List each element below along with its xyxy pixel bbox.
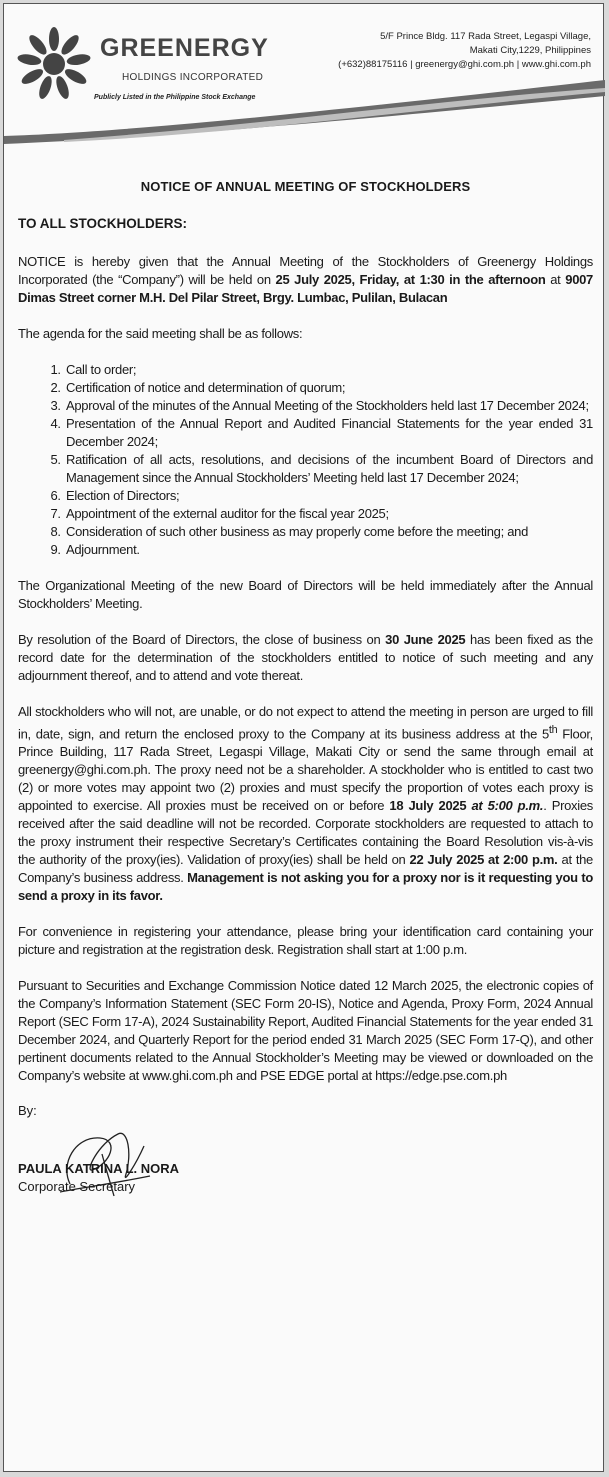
- signature-block: [18, 1118, 593, 1208]
- text: NOTICE is hereby given that the Annual Meeting of the Stockholders of Greenergy Holdings Incorporated (the “Company”) will be held on: [18, 254, 593, 287]
- record-date-paragraph: [18, 631, 593, 685]
- proxy-deadline-time: at 5:00 p.m.: [471, 798, 544, 814]
- proxy-paragraph: [18, 703, 593, 905]
- text: . Proxies received after the said deadline will not be recorded. Corporate stockholders are requested to attach to the proxy instrument their respective Secretary’s Certificates containing the Board Resolution vis-à-vis the authority of the proxy(ies). Validation of proxy(ies) shall be held on: [18, 798, 593, 868]
- record-date: 30 June 2025: [385, 632, 466, 647]
- text: at the Company’s business address.: [18, 852, 593, 886]
- registration-paragraph: For convenience in registering your attendance, please bring your identification card containing your picture and registration at the registration desk. Registration shall start at 1:00 p.m.: [18, 924, 593, 958]
- agenda-item: 1. Call to order;: [64, 361, 593, 379]
- text: Floor, Prince Building, 117 Rada Street, Legaspi Village, Makati City or send the same through email at greenergy@ghi.com.ph. The proxy need not be a shareholder. A stockholder who is entitled to cast two (2) or more votes may appoint two (2) proxies and must specify the proportion of votes each proxy is appointed to exercise. All proxies must be received on or before: [18, 726, 593, 814]
- header-swoosh: [4, 74, 605, 144]
- meeting-notice-paragraph: [18, 253, 593, 307]
- agenda-item: 3. Approval of the minutes of the Annual Meeting of the Stockholders held last 17 December 2024;: [64, 397, 593, 415]
- agenda-list: [18, 361, 593, 559]
- by-label: By:: [18, 1103, 37, 1119]
- meeting-date: 25 July 2025, Friday, at 1:30 in the afternoon: [275, 272, 546, 287]
- signatory-title: Corporate Secretary: [18, 1179, 136, 1195]
- notice-body: [18, 179, 593, 1208]
- salutation: TO ALL STOCKHOLDERS:: [18, 216, 188, 231]
- agenda-item: 8. Consideration of such other business as may properly come before the meeting; and: [64, 523, 593, 541]
- sun-leaf-logo: [14, 22, 94, 102]
- validation-date: 22 July 2025 at 2:00 p.m.: [409, 852, 558, 868]
- contact-line: (+632)88175116 | greenergy@ghi.com.ph | www.ghi.com.ph: [338, 59, 591, 70]
- sec-notice-paragraph: Pursuant to Securities and Exchange Commission Notice dated 12 March 2025, the electronic copies of the Company’s Information Statement (SEC Form 20-IS), Notice and Agenda, Proxy Form, 2024 Annual Report (SEC Form 17-A), 2024 Sustainability Report, Audited Financial Statements for the year ended 31 December 2024, and Quarterly Report for the period ended 31 March 2025 (SEC Form 17-Q), and other pertinent documents related to the Annual Stockholder’s Meeting may be viewed or downloaded on the Company’s website at www.ghi.com.ph and PSE EDGE portal at https://edge.pse.com.ph: [18, 978, 593, 1084]
- notice-title: NOTICE OF ANNUAL MEETING OF STOCKHOLDERS: [140, 179, 471, 194]
- management-statement: Management is not asking you for a proxy nor is it requesting you to send a proxy in its favor.: [18, 870, 593, 904]
- agenda-item: 9. Adjournment.: [64, 541, 593, 559]
- agenda-intro: The agenda for the said meeting shall be as follows:: [18, 326, 303, 341]
- company-subtitle: HOLDINGS INCORPORATED: [122, 72, 264, 83]
- organizational-meeting-paragraph: The Organizational Meeting of the new Board of Directors will be held immediately after the Annual Stockholders’ Meeting.: [18, 578, 593, 611]
- agenda-item: 2. Certification of notice and determination of quorum;: [64, 379, 593, 397]
- text: has been fixed as the record date for the determination of the stockholders entitled to notice of such meeting and any adjournment thereof, and to attend and vote thereat.: [18, 632, 593, 683]
- agenda-item: 4. Presentation of the Annual Report and Audited Financial Statements for the year ended 31 December 2024;: [64, 415, 593, 451]
- company-name: GREENERGY: [100, 34, 269, 62]
- text: By resolution of the Board of Directors, the close of business on: [18, 632, 386, 647]
- letterhead: [4, 4, 605, 144]
- agenda-item: 6. Election of Directors;: [64, 487, 593, 505]
- company-tagline: Publicly Listed in the Philippine Stock Exchange: [94, 94, 256, 101]
- superscript: th: [548, 724, 558, 736]
- text: All stockholders who will not, are unable, or do not expect to attend the meeting in person are urged to fill in, date, sign, and return the enclosed proxy to the Company at its business address at the 5: [18, 704, 593, 742]
- newspaper-notice: [3, 3, 604, 1472]
- agenda-item: 5. Ratification of all acts, resolutions, and decisions of the incumbent Board of Directors and Management since the Annual Stockholders’ Meeting held last 17 December 2024;: [64, 451, 593, 487]
- address-line: Makati City,1229, Philippines: [469, 45, 591, 56]
- meeting-venue: 9007 Dimas Street corner M.H. Del Pilar Street, Brgy. Lumbac, Pulilan, Bulacan: [18, 272, 593, 305]
- agenda-item: 7. Appointment of the external auditor for the fiscal year 2025;: [64, 505, 593, 523]
- text: at: [545, 272, 566, 287]
- proxy-deadline-date: 18 July 2025: [389, 798, 467, 814]
- address-line: 5/F Prince Bldg. 117 Rada Street, Legaspi Village,: [380, 31, 591, 42]
- company-address: [338, 30, 591, 72]
- signatory-name: PAULA KATRINA L. NORA: [18, 1161, 180, 1177]
